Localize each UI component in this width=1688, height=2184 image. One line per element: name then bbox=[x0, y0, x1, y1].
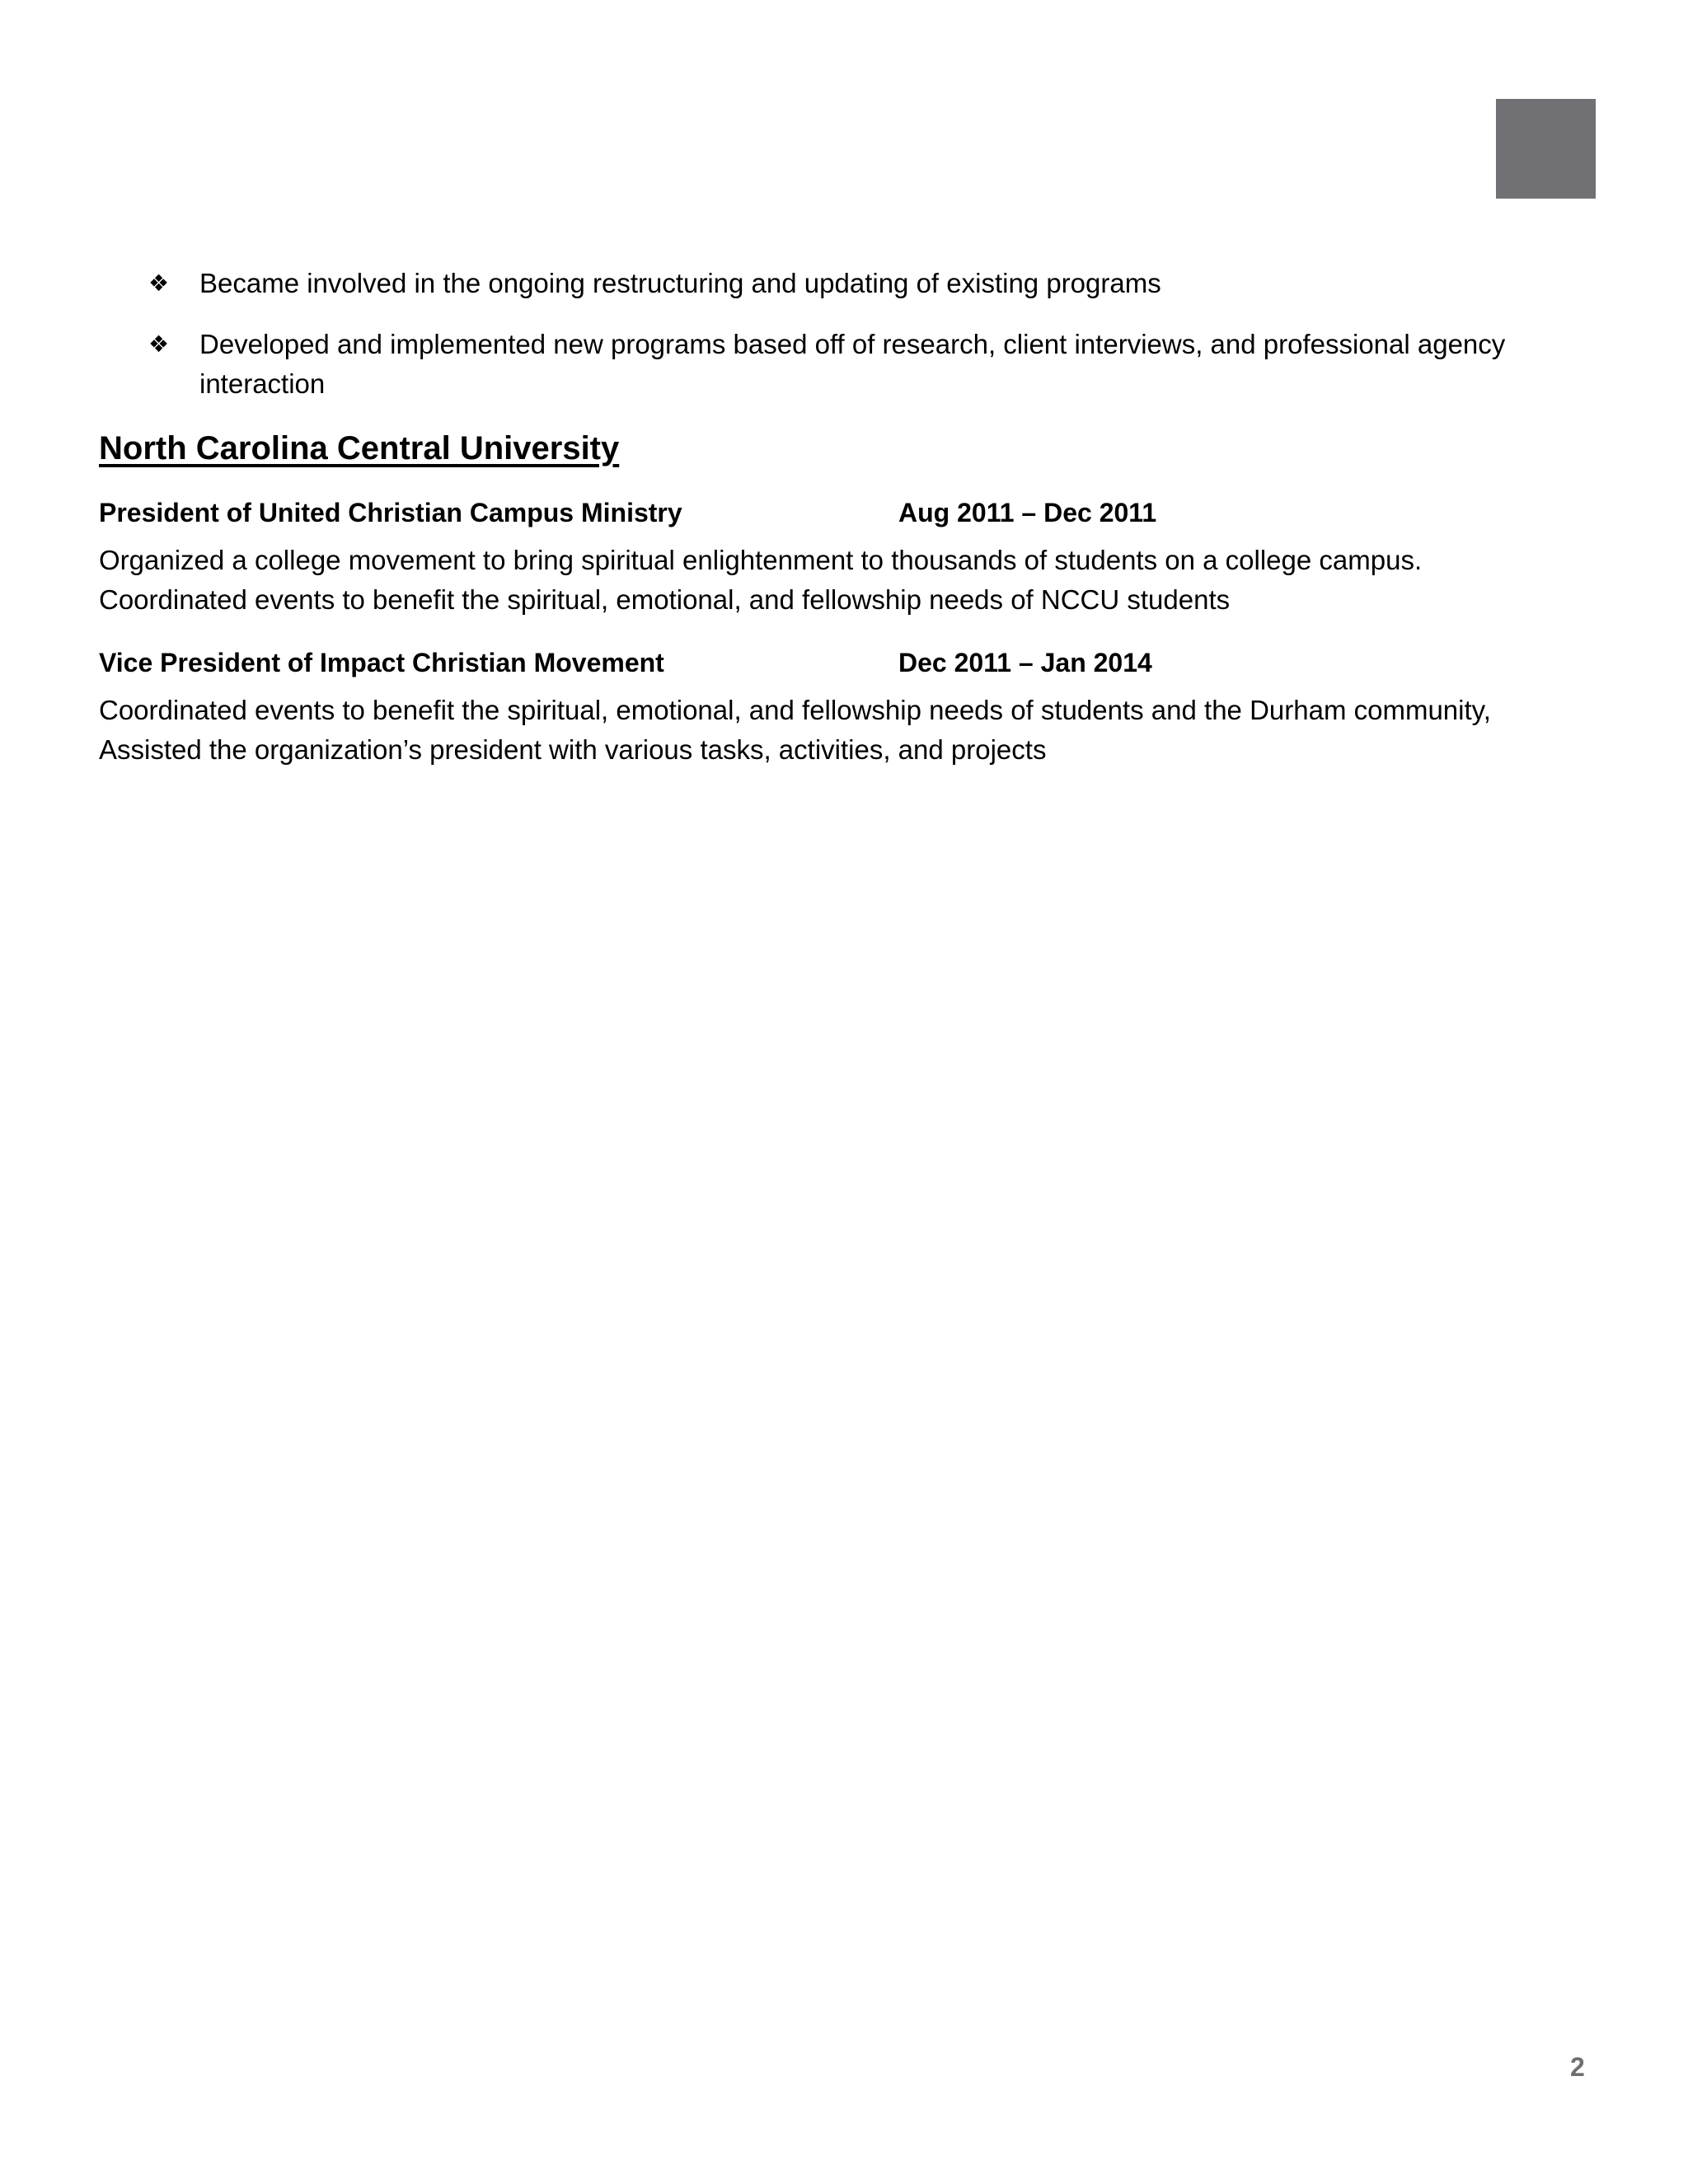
role-title: Vice President of Impact Christian Movement bbox=[99, 648, 664, 677]
description-line: Organized a college movement to bring spiritual enlightenment to thousands of students on a college campus. bbox=[99, 545, 1423, 575]
list-item bbox=[99, 264, 1525, 303]
resume-content bbox=[99, 264, 1525, 793]
role-title: President of United Christian Campus Ministry bbox=[99, 498, 682, 527]
organization-heading: North Carolina Central University bbox=[99, 430, 620, 466]
role-description bbox=[99, 541, 1525, 620]
description-line: Assisted the organization’s president with various tasks, activities, and projects bbox=[99, 734, 1047, 765]
responsibility-list bbox=[99, 264, 1525, 404]
description-line: Coordinated events to benefit the spiritual, emotional, and fellowship needs of students and the Durham community, bbox=[99, 695, 1491, 725]
role-dates: Aug 2011 – Dec 2011 bbox=[898, 498, 1157, 527]
role-description bbox=[99, 691, 1525, 770]
page-number: 2 bbox=[1570, 2052, 1585, 2082]
role-dates: Dec 2011 – Jan 2014 bbox=[898, 648, 1152, 677]
corner-decoration-block bbox=[1496, 99, 1596, 199]
bullet-text: Developed and implemented new programs based off of research, client interviews, and professional agency interaction bbox=[199, 329, 1506, 399]
role-header bbox=[99, 643, 1525, 682]
list-item bbox=[99, 325, 1525, 404]
role-header bbox=[99, 493, 1525, 532]
description-line: Coordinated events to benefit the spiritual, emotional, and fellowship needs of NCCU students bbox=[99, 584, 1231, 615]
bullet-text: Became involved in the ongoing restructuring and updating of existing programs bbox=[199, 268, 1161, 298]
diamond-bullet-icon: ❖ bbox=[148, 270, 170, 296]
diamond-bullet-icon: ❖ bbox=[148, 331, 170, 357]
